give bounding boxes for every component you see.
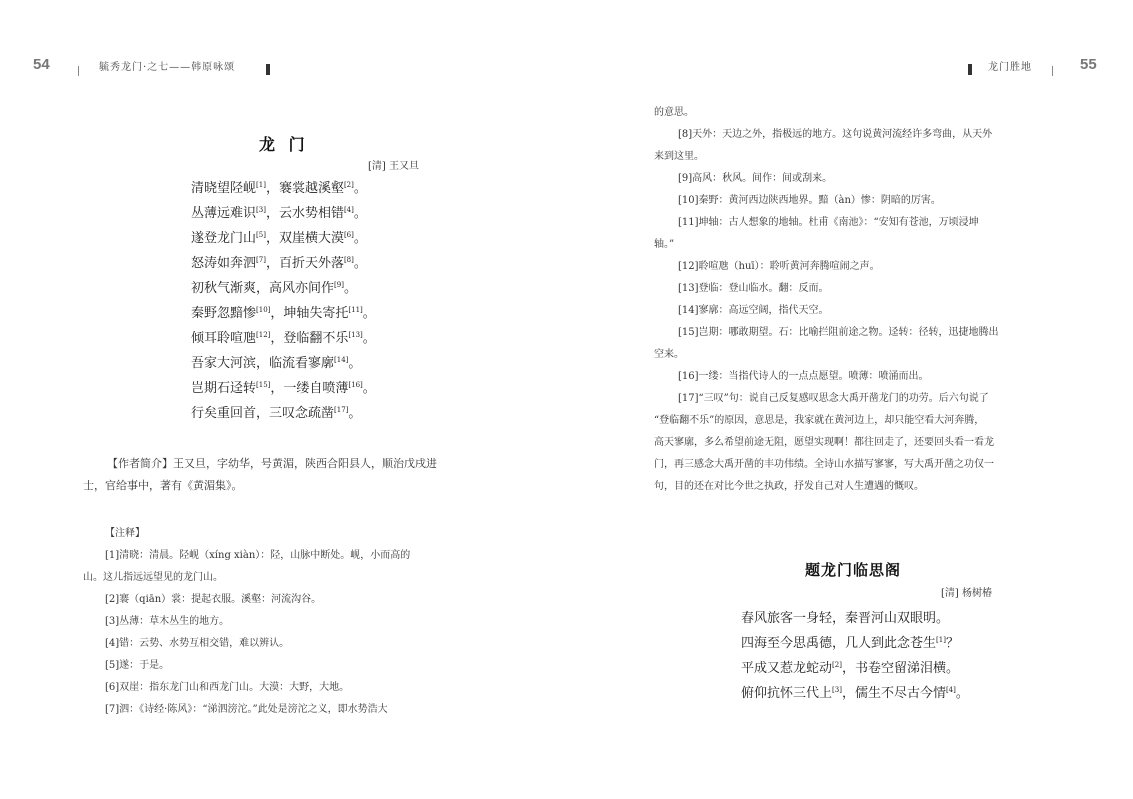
note-line: [10]秦野：黄河西边陕西地界。黯（àn）惨：阴暗的厉害。 — [678, 195, 941, 206]
right-page-number: 55 — [1080, 56, 1097, 73]
author-intro-line: 王又旦，字幼华，号黄湄，陕西合阳县人，顺治戊戌进 — [173, 457, 437, 470]
poem-line — [191, 376, 376, 401]
punctuation: 。 — [348, 356, 362, 371]
note-ref: [17] — [334, 406, 349, 414]
note-ref: [4] — [945, 686, 956, 694]
left-header-divider — [78, 60, 79, 79]
note-ref: [16] — [348, 381, 363, 389]
note-line: [7]泗：《诗经·陈风》：“涕泗滂沱。”此处是滂沱之义，即水势浩大 — [105, 704, 388, 715]
note-line: 轴。” — [654, 239, 675, 250]
note-ref: [6] — [343, 231, 354, 239]
right-header-bar — [968, 59, 972, 78]
punctuation: 。 — [362, 331, 376, 346]
note-line: 来到这里。 — [654, 151, 704, 162]
note-line: [3]丛薄：草木丛生的地方。 — [105, 616, 230, 627]
poem-line-text: ，百折天外落 — [265, 256, 344, 271]
left-header-bar — [266, 59, 270, 78]
note-ref: [2] — [343, 181, 354, 189]
poem-line — [191, 251, 376, 276]
note-ref: [1] — [256, 181, 266, 189]
note-line: [11]坤轴：古人想象的地轴。杜甫《南池》：“安知有苍池，万顷浸坤 — [678, 217, 979, 228]
poem-line-text: 清晓望陉岘 — [191, 181, 257, 196]
poem-line-text: ，双崖横大漠 — [265, 231, 344, 246]
poem-line-text: 春风旅客一身轻，秦晋河山双眼明 — [741, 611, 937, 626]
poem-line-text: 平成又惹龙蛇动 — [741, 661, 833, 676]
note-ref: [3] — [256, 206, 266, 214]
note-line: 的意思。 — [654, 107, 694, 118]
notes-right — [654, 102, 1054, 498]
poem-line-text: ？ — [945, 636, 959, 651]
note-ref: [12] — [256, 331, 271, 339]
note-line: [1]清晓：清晨。陉岘（xíng xiàn）：陉，山脉中断处。岘，小而高的 — [105, 550, 411, 561]
poem-line-text: 四海至今思禹德，几人到此念苍生 — [741, 636, 937, 651]
poem-line-text: ，书卷空留涕泪横。 — [841, 661, 959, 676]
poem-line — [191, 351, 376, 376]
poem-line-text: 行矣重回首 — [191, 406, 257, 421]
poem-line — [191, 226, 376, 251]
punctuation: 。 — [362, 306, 376, 321]
poem-line-text: ，褰裳越溪壑 — [265, 181, 344, 196]
poem-line-text: ，坤轴失寄托 — [270, 306, 349, 321]
poem-line-text: ，三叹念疏凿 — [256, 406, 335, 421]
note-ref: [13] — [348, 331, 363, 339]
punctuation: 。 — [362, 381, 376, 396]
poem-line-text: 怒涛如奔泗 — [191, 256, 257, 271]
poem-line-text: 倾耳聆喧虺 — [191, 331, 257, 346]
left-page-number: 54 — [33, 56, 50, 73]
left-running-title: 毓秀龙门·之七——韩原咏颂 — [99, 62, 236, 73]
poem-line — [191, 201, 376, 226]
poem-line-text: ，儒生不尽古今情 — [841, 686, 946, 701]
punctuation: 。 — [343, 281, 357, 296]
note-ref: [9] — [334, 281, 344, 289]
note-line: [9]高风：秋风。间作：间或刮来。 — [678, 173, 833, 184]
note-line: “登临翻不乐”的原因，意思是，我家就在黄河边上，却只能空看大河奔腾， — [654, 415, 985, 426]
poem-line-text: ，云水势相错 — [265, 206, 344, 221]
poem-line — [191, 276, 376, 301]
poem-line — [741, 681, 969, 706]
note-ref: [2] — [832, 661, 842, 669]
punctuation: 。 — [353, 206, 367, 221]
poem-line-text: ，高风亦间作 — [256, 281, 335, 296]
punctuation: 。 — [348, 406, 362, 421]
note-ref: [5] — [256, 231, 266, 239]
note-ref: [1] — [936, 636, 946, 644]
note-line: [13]登临：登山临水。翻：反而。 — [678, 283, 829, 294]
note-line: [8]天外：天边之外，指极远的地方。这句说黄河流经许多弯曲，从天外 — [678, 129, 993, 140]
poem2-author: [清] 杨树椿 — [941, 588, 992, 599]
poem2-body — [741, 606, 969, 706]
note-line: 空来。 — [654, 349, 684, 360]
poem-title: 龙 门 — [259, 135, 309, 154]
right-running-title: 龙门胜地 — [988, 62, 1032, 73]
note-line: [17]“三叹”句：说自己反复感叹思念大禹开凿龙门的功劳。后六句说了 — [678, 393, 989, 404]
poem-line-text: 丛薄远难识 — [191, 206, 257, 221]
punctuation: 。 — [353, 181, 367, 196]
note-ref: [10] — [256, 306, 271, 314]
poem-line-text: 岂期石迳转 — [191, 381, 257, 396]
note-ref: [11] — [348, 306, 363, 314]
note-line: 高天寥廓，多么希望前途无阻，愿望实现啊！都往回走了，还要回头看一看龙 — [654, 437, 994, 448]
note-ref: [3] — [832, 686, 842, 694]
poem-line-text: ，一缕自喷薄 — [270, 381, 349, 396]
punctuation: 。 — [353, 231, 367, 246]
poem-line-text: ，临流看寥廓 — [256, 356, 335, 371]
poem-line-text: 秦野忽黯惨 — [191, 306, 257, 321]
punctuation: 。 — [353, 256, 367, 271]
note-ref: [7] — [256, 256, 266, 264]
poem-body — [191, 176, 376, 426]
poem-line — [741, 631, 969, 656]
note-ref: [8] — [343, 256, 354, 264]
note-line: [4]错：云势、水势互相交错，难以辨认。 — [105, 638, 290, 649]
note-line: [14]寥廓：高远空阔，指代天空。 — [678, 305, 829, 316]
author-intro-line: 士，官给事中，著有《黄湄集》。 — [83, 479, 243, 492]
poem2-title: 题龙门临思阁 — [805, 561, 902, 579]
poem-line-text: 初秋气渐爽 — [191, 281, 257, 296]
poem-author: [清] 王又旦 — [368, 161, 419, 172]
poem-line-text: 俯仰抗怀三代上 — [741, 686, 833, 701]
notes-left — [83, 523, 483, 721]
poem-line — [741, 606, 969, 631]
note-ref: [4] — [343, 206, 354, 214]
poem-line — [191, 401, 376, 426]
note-line: [16]一缕：当指代诗人的一点点愿望。喷薄：喷涌而出。 — [678, 371, 929, 382]
note-line: [5]遂：于是。 — [105, 660, 170, 671]
poem-line — [741, 656, 969, 681]
poem-line-text: ，登临翻不乐 — [270, 331, 349, 346]
poem-line — [191, 176, 376, 201]
notes-heading: 【注释】 — [105, 528, 145, 539]
note-line: [6]双崖：指东龙门山和西龙门山。大漠：大野，大地。 — [105, 682, 350, 693]
note-line: [2]褰（qiān）裳：提起衣服。溪壑：河流沟谷。 — [105, 594, 322, 605]
poem-line — [191, 301, 376, 326]
note-ref: [14] — [334, 356, 349, 364]
note-line: [12]聆喧虺（huī）：聆听黄河奔腾喧闹之声。 — [678, 261, 880, 272]
poem-line-text: 。 — [936, 611, 950, 626]
note-line: [15]岂期：哪敢期望。石：比喻拦阻前途之物。迳转：径转，迅捷地腾出 — [678, 327, 999, 338]
note-ref: [15] — [256, 381, 271, 389]
author-intro-label: 【作者简介】 — [107, 457, 173, 470]
note-line: 山。这儿指远远望见的龙门山。 — [83, 572, 223, 583]
poem-line — [191, 326, 376, 351]
poem-line-text: 吾家大河滨 — [191, 356, 257, 371]
note-line: 门，再三感念大禹开凿的丰功伟绩。全诗山水描写寥寥，写大禹开凿之功仅一 — [654, 459, 994, 470]
punctuation: 。 — [955, 686, 969, 701]
author-intro — [83, 453, 483, 497]
right-header-divider — [1052, 60, 1053, 79]
note-line: 句，目的还在对比今世之执政，抒发自己对人生遭遇的慨叹。 — [654, 481, 924, 492]
poem-line-text: 遂登龙门山 — [191, 231, 257, 246]
